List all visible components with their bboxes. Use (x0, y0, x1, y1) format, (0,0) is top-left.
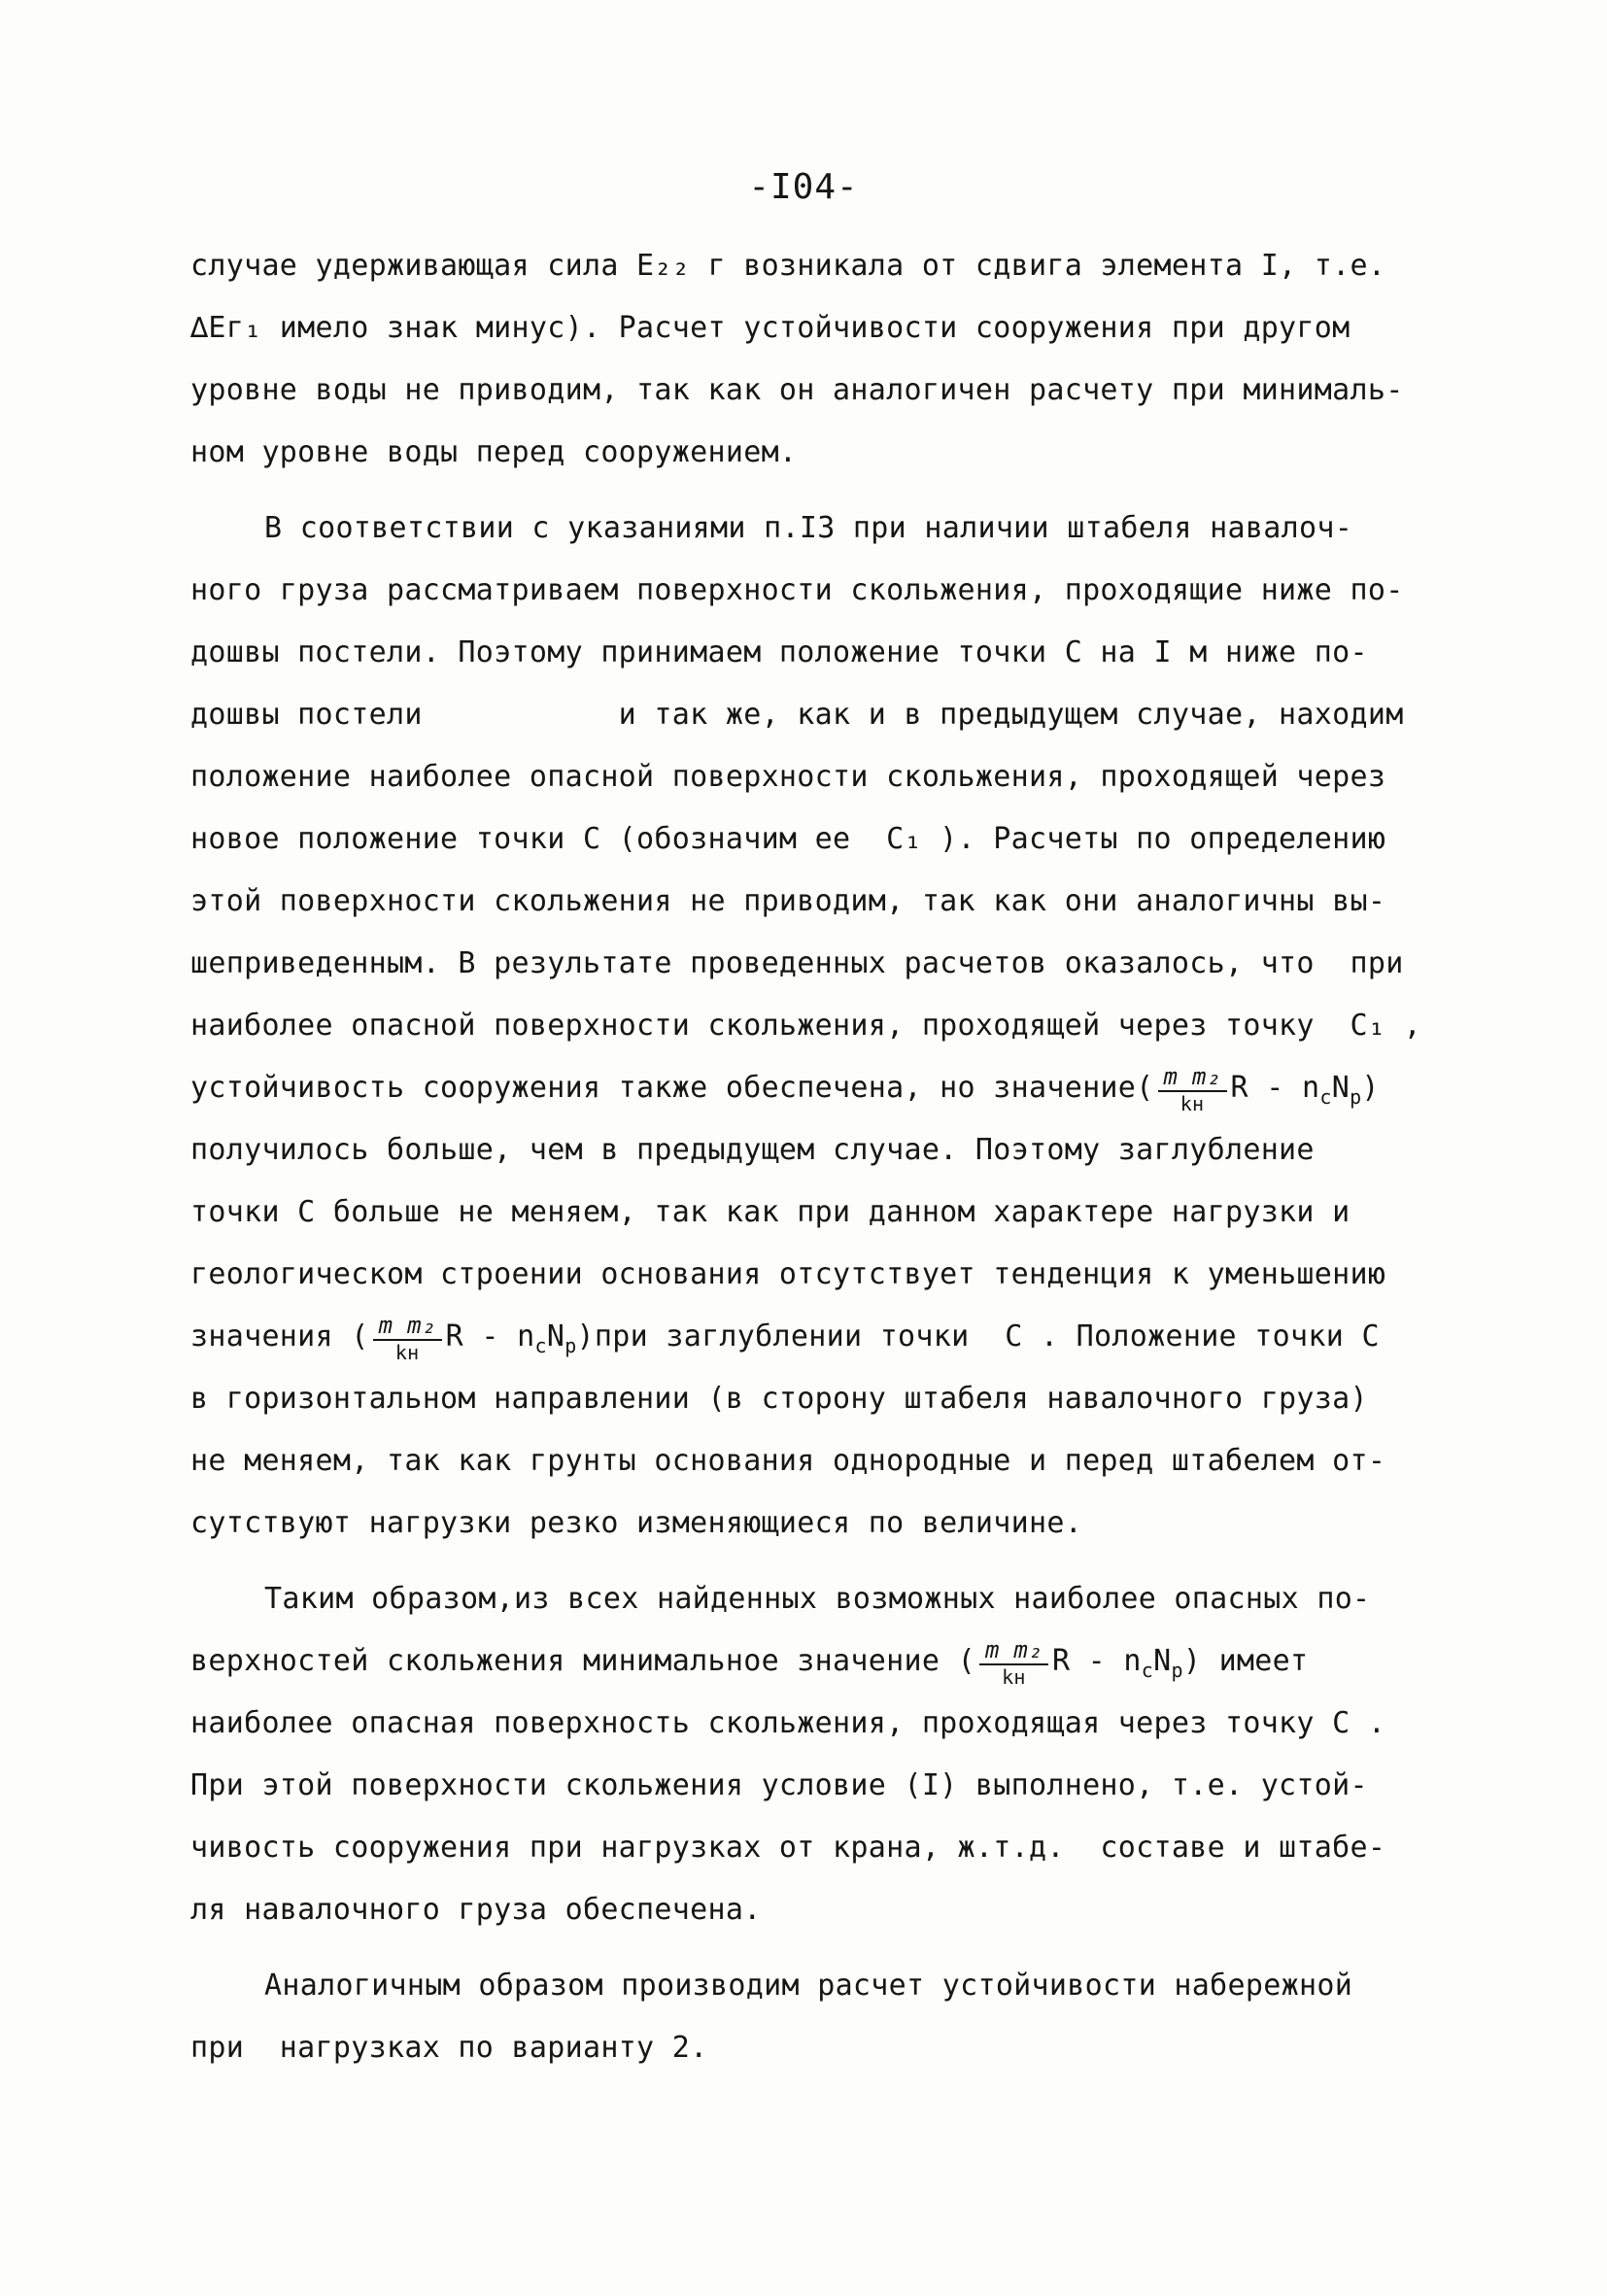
text-line: уровне воды не приводим, так как он аналогичен расчету при минималь- (190, 373, 1404, 407)
text-fragment: при заглублении точки C . Положение точки C (594, 1319, 1380, 1354)
text-line: при нагрузках по варианту 2. (190, 2031, 708, 2065)
formula-tail: R - n (1230, 1071, 1320, 1105)
text-line: положение наиболее опасной поверхности скольжения, проходящей через (190, 760, 1386, 794)
formula-sub-p: p (564, 1334, 577, 1357)
text-line: случае удерживающая сила E₂₂ г возникала от сдвига элемента I, т.е. (190, 249, 1386, 283)
text-line: ля навалочного груза обеспечена. (190, 1893, 762, 1927)
text-line: этой поверхности скольжения не приводим, так как они аналогичны вы- (190, 884, 1386, 918)
text-line-with-formula (190, 1057, 1453, 1119)
text-line: точки C больше не меняем, так как при данном характере нагрузки и (190, 1195, 1351, 1229)
document-body (190, 235, 1453, 2079)
formula-fraction (373, 1311, 442, 1364)
text-line: чивость сооружения при нагрузках от крана, ж.т.д. составе и штабе- (190, 1831, 1386, 1865)
formula-fraction (1158, 1062, 1227, 1115)
formula-numerator: m m₂ (373, 1314, 442, 1341)
text-line-with-formula (190, 1630, 1453, 1693)
text-line: дошвы постели. Поэтому принимаем положение точки C на I м ниже по- (190, 635, 1368, 669)
text-line: ∆Eг₁ имело знак минус). Расчет устойчивости сооружения при другом (190, 311, 1351, 345)
text-fragment: верхностей скольжения минимальное значение (190, 1644, 940, 1678)
text-line: Таким образом,из всех найденных возможных наиболее опасных по- (264, 1582, 1371, 1616)
formula-denominator: kн (1180, 1091, 1205, 1115)
formula-sub-c: c (534, 1334, 547, 1357)
text-fragment: устойчивость сооружения также обеспечена, но значение (190, 1071, 1137, 1105)
formula: ( $\frac{\text{m m₂}}{kн}$ R - $n_cN_p$) (351, 1311, 595, 1364)
text-line: сутствуют нагрузки резко изменяющиеся по величине. (190, 1506, 1083, 1540)
text-line: в горизонтальном направлении (в сторону штабеля навалочного груза) (190, 1382, 1368, 1416)
formula-sub-c: c (1319, 1085, 1332, 1109)
formula-fraction (979, 1635, 1048, 1689)
text-line: геологическом строении основания отсутствует тенденция к уменьшению (190, 1257, 1386, 1291)
text-line: наиболее опасная поверхность скольжения, проходящая через точку C . (190, 1706, 1386, 1740)
text-line: наиболее опасной поверхности скольжения, проходящей через точку C₁ , (190, 1009, 1421, 1043)
formula-numerator: m m₂ (979, 1638, 1048, 1665)
page-number: -I04- (748, 167, 859, 207)
text-line: получилось больше, чем в предыдущем случае. Поэтому заглубление (190, 1133, 1315, 1167)
formula-numerator: m m₂ (1158, 1065, 1227, 1092)
text-line: не меняем, так как грунты основания однородные и перед штабелем от- (190, 1444, 1386, 1478)
text-line: Аналогичным образом производим расчет устойчивости набережной (264, 1969, 1353, 2003)
formula-sub-p: p (1350, 1085, 1362, 1109)
text-line: ном уровне воды перед сооружением. (190, 435, 798, 469)
formula: ( $\frac{\text{m m₂}}{kн}$ R - $n_cN_p$) (957, 1635, 1202, 1689)
formula-tail: R - n (1051, 1644, 1142, 1678)
text-line: шеприведенным. В результате проведенных расчетов оказалось, что при (190, 946, 1404, 980)
text-line: новое положение точки C (обозначим ее C₁ ). Расчеты по определению (190, 822, 1386, 856)
formula: ( $\frac{\text{m m₂}}{kн}$ R - $n_cN_p$) (1136, 1062, 1380, 1115)
text-line: дошвы постели и так же, как и в предыдущем случае, находим (190, 698, 1404, 732)
text-line: При этой поверхности скольжения условие (I) выполнено, т.е. устой- (190, 1768, 1368, 1802)
text-fragment: имеет (1218, 1644, 1309, 1678)
text-fragment: значения (190, 1319, 333, 1354)
text-line: ного груза рассматриваем поверхности скольжения, проходящие ниже по- (190, 573, 1404, 607)
formula-sub-c: c (1141, 1659, 1154, 1682)
formula-tail: R - n (445, 1319, 535, 1354)
formula-n: N (1331, 1071, 1351, 1105)
formula-sub-p: p (1171, 1659, 1183, 1682)
formula-denominator: kн (394, 1340, 420, 1364)
formula-n: N (1153, 1644, 1172, 1678)
formula-n: N (546, 1319, 565, 1354)
text-line-with-formula (190, 1306, 1453, 1368)
text-line: В соответствии с указаниями п.I3 при наличии штабеля навалоч- (264, 511, 1353, 545)
formula-denominator: kн (1002, 1664, 1026, 1689)
